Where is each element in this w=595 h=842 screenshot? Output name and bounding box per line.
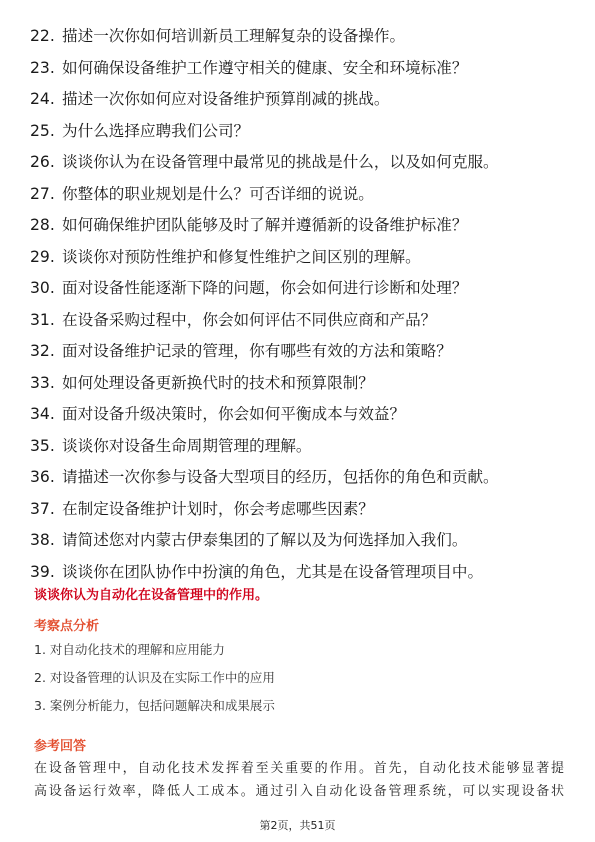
question-item (30, 152, 575, 184)
question-item (30, 58, 575, 90)
question-item (30, 467, 575, 499)
question-number: 38. (30, 531, 55, 549)
question-number: 39. (30, 562, 55, 581)
question-number: 35. (30, 436, 55, 455)
question-item (30, 215, 575, 247)
answer-line: 在设备管理中，自动化技术发挥着至关重要的作用。首先，自动化技术能够显著提 (34, 761, 564, 776)
question-text: 为什么选择应聘我们公司？ (62, 121, 250, 140)
question-item (30, 341, 575, 373)
question-text: 谈谈你对设备生命周期管理的理解。 (62, 436, 312, 455)
question-number: 23. (30, 58, 55, 77)
focus-question-heading: 谈谈你认为自动化在设备管理中的作用。 (34, 588, 269, 603)
question-text: 在设备采购过程中，你会如何评估不同供应商和产品？ (62, 310, 437, 329)
question-item (30, 436, 575, 468)
question-number: 30. (30, 279, 55, 297)
question-number: 37. (30, 499, 55, 518)
analysis-point: 1. 对自动化技术的理解和应用能力 (34, 642, 225, 657)
question-item (30, 184, 575, 216)
question-item (30, 373, 575, 405)
question-number: 28. (30, 216, 55, 234)
question-text: 如何确保设备维护工作遵守相关的健康、安全和环境标准？ (62, 58, 468, 77)
question-text: 面对设备升级决策时，你会如何平衡成本与效益？ (62, 405, 406, 423)
question-text: 描述一次你如何培训新员工理解复杂的设备操作。 (62, 27, 406, 45)
question-item (30, 89, 575, 121)
question-text: 谈谈你对预防性维护和修复性维护之间区别的理解。 (62, 247, 421, 266)
question-item (30, 530, 575, 562)
analysis-point-list (34, 642, 275, 726)
question-item (30, 247, 575, 279)
answer-line: 高设备运行效率，降低人工成本。通过引入自动化设备管理系统，可以实现设备状 (34, 784, 564, 799)
question-number: 36. (30, 468, 55, 486)
question-item (30, 278, 575, 310)
question-number: 22. (30, 27, 55, 45)
question-text: 面对设备维护记录的管理，你有哪些有效的方法和策略？ (62, 342, 452, 360)
question-text: 如何确保维护团队能够及时了解并遵循新的设备维护标准？ (62, 216, 468, 234)
question-number: 32. (30, 342, 55, 360)
question-number: 29. (30, 247, 55, 266)
question-number: 33. (30, 373, 55, 392)
answer-paragraph (34, 757, 564, 803)
question-text: 描述一次你如何应对设备维护预算削减的挑战。 (62, 90, 390, 108)
question-number: 26. (30, 153, 55, 171)
question-text: 请描述一次你参与设备大型项目的经历，包括你的角色和贡献。 (62, 468, 499, 486)
analysis-point: 2. 对设备管理的认识及在实际工作中的应用 (34, 670, 275, 685)
question-text: 谈谈你在团队协作中扮演的角色，尤其是在设备管理项目中。 (62, 562, 484, 581)
question-item (30, 499, 575, 531)
question-list (30, 26, 575, 593)
question-text: 你整体的职业规划是什么？可否详细的说说。 (62, 184, 374, 203)
question-text: 谈谈你认为在设备管理中最常见的挑战是什么，以及如何克服。 (62, 153, 499, 171)
question-text: 面对设备性能逐渐下降的问题，你会如何进行诊断和处理？ (62, 279, 468, 297)
question-text: 如何处理设备更新换代时的技术和预算限制？ (62, 373, 374, 392)
question-item (30, 404, 575, 436)
question-item (30, 121, 575, 153)
analysis-section-title: 考察点分析 (34, 619, 100, 634)
question-number: 34. (30, 405, 55, 423)
question-item (30, 310, 575, 342)
question-text: 在制定设备维护计划时，你会考虑哪些因素？ (62, 499, 374, 518)
question-number: 31. (30, 310, 55, 329)
page-footer: 第2页，共51页 (259, 819, 336, 832)
question-item (30, 26, 575, 58)
answer-section-title: 参考回答 (34, 739, 87, 754)
question-number: 27. (30, 184, 55, 203)
question-number: 25. (30, 121, 55, 140)
analysis-point: 3. 案例分析能力，包括问题解决和成果展示 (34, 698, 275, 713)
question-number: 24. (30, 90, 55, 108)
question-text: 请简述您对内蒙古伊泰集团的了解以及为何选择加入我们。 (62, 531, 468, 549)
